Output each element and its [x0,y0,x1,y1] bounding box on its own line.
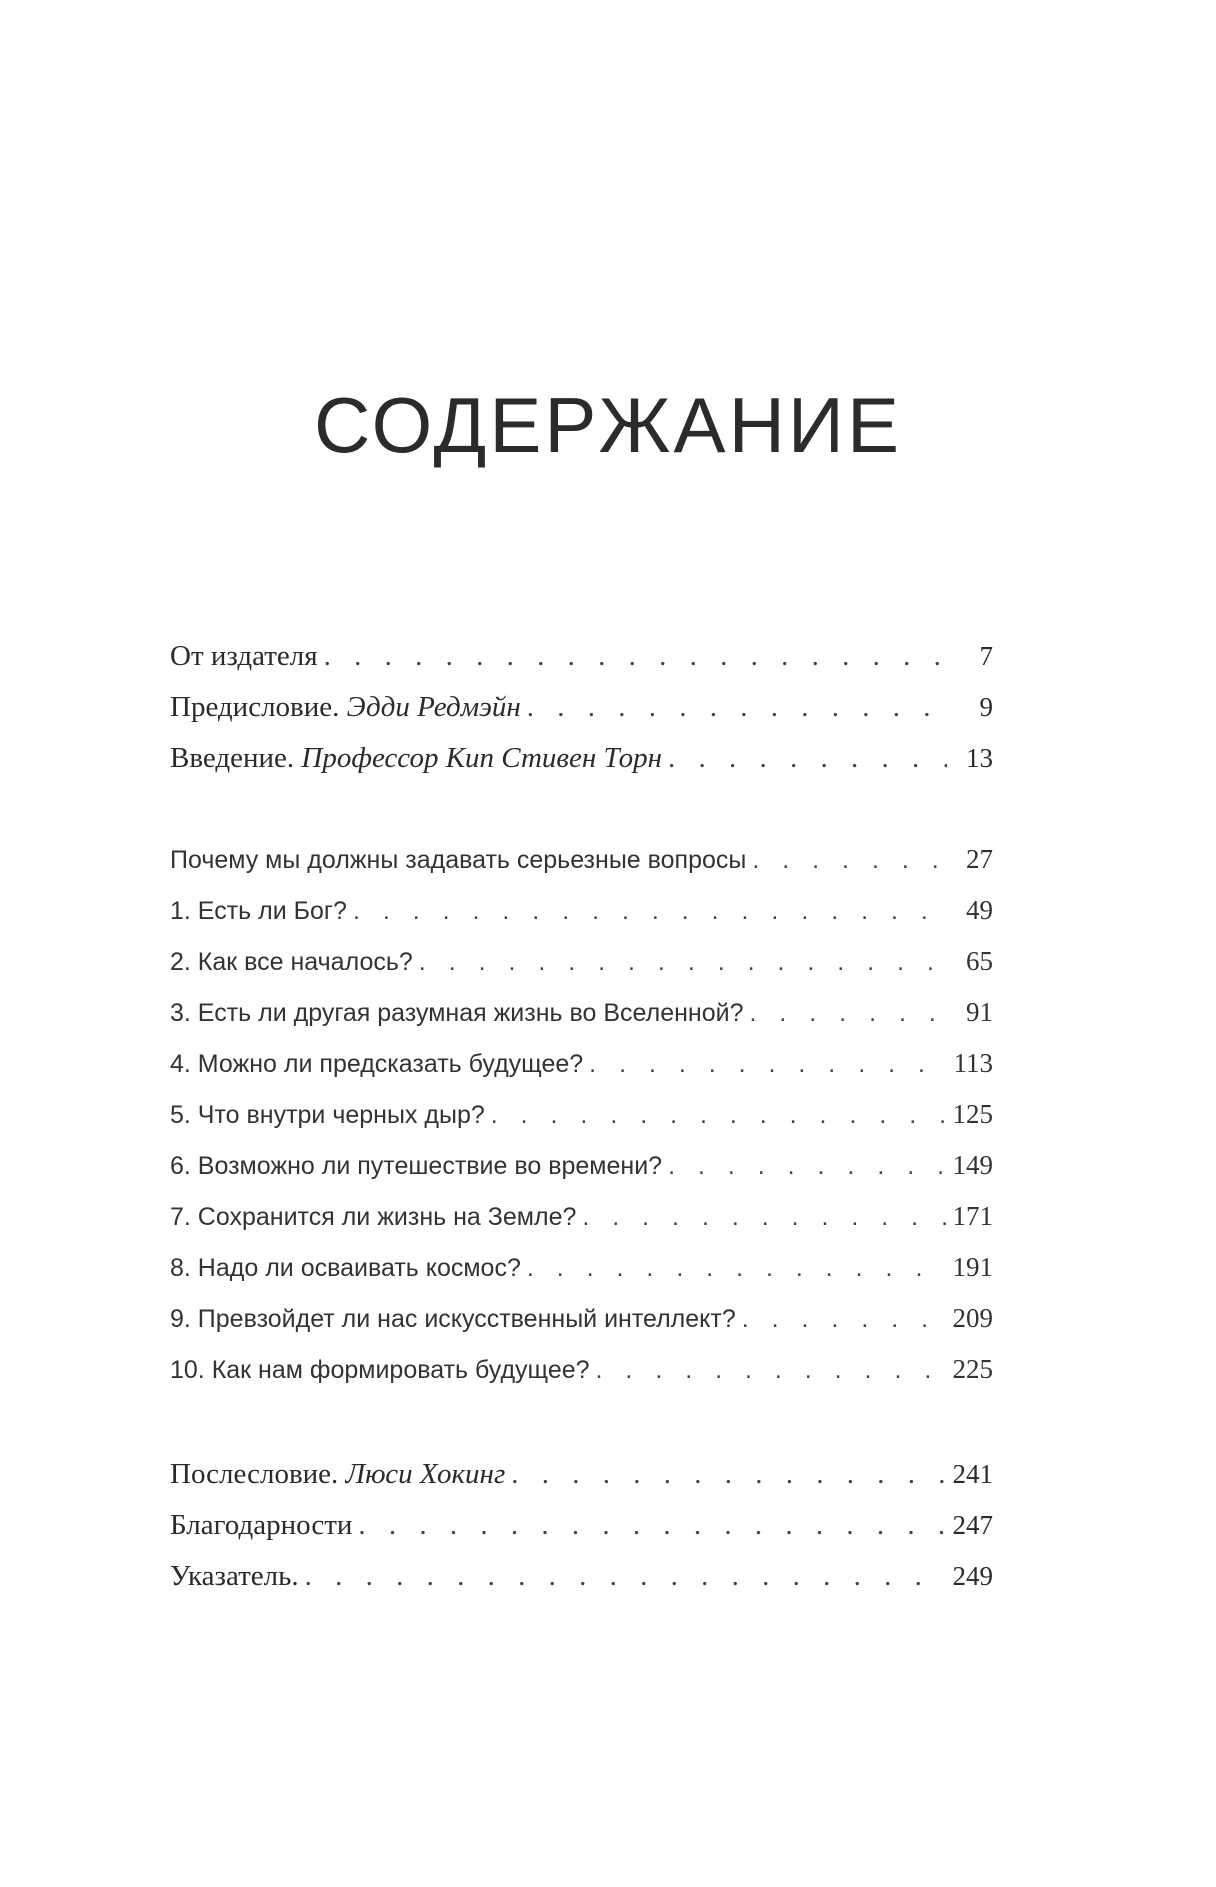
toc-entry[interactable] [170,691,993,735]
toc-chapter[interactable] [170,1303,993,1347]
toc-entry[interactable] [170,1509,993,1553]
toc-page-number: 209 [952,1303,993,1333]
toc-chapter[interactable] [170,1354,993,1398]
dot-leader [668,1152,946,1181]
dot-leader [358,1509,946,1542]
dot-leader [752,846,947,875]
toc-chapter-label: 4. Можно ли предсказать будущее? [170,1050,584,1078]
toc-chapter[interactable] [170,946,993,990]
dot-leader [668,742,947,775]
toc-entry-author: Профессор Кип Стивен Торн [301,742,662,774]
toc-chapter[interactable] [170,844,993,888]
toc-page-number: 249 [952,1561,993,1591]
toc-chapter[interactable] [170,895,993,939]
toc-entry[interactable] [170,1458,993,1502]
toc-entry-label: Благодарности [170,1509,353,1541]
dot-leader [305,1560,947,1593]
toc-page-number: 125 [952,1099,993,1129]
dot-leader [491,1101,947,1130]
toc-entry[interactable] [170,640,993,684]
toc-page-number: 241 [952,1459,993,1489]
toc-page-number: 171 [952,1201,993,1231]
toc-chapter[interactable] [170,1201,993,1245]
toc-chapter[interactable] [170,1252,993,1296]
toc-chapter-label: Почему мы должны задавать серьезные вопросы [170,846,747,874]
toc-chapter-label: 6. Возможно ли путешествие во времени? [170,1152,663,1180]
toc-page-number: 9 [979,692,993,722]
toc-page-number: 65 [966,946,993,976]
page-title: СОДЕРЖАНИЕ [313,381,903,469]
dot-leader [596,1356,947,1385]
dot-leader [511,1458,946,1491]
toc-page-number: 91 [966,997,993,1027]
dot-leader [750,999,948,1028]
toc-page-number: 247 [952,1510,993,1540]
toc-chapter-label: 7. Сохранится ли жизнь на Земле? [170,1203,577,1231]
toc-chapter[interactable] [170,1048,993,1092]
toc-page-number: 7 [979,641,993,671]
toc-page-number: 149 [952,1150,993,1180]
toc-chapter-label: 3. Есть ли другая разумная жизнь во Вселенной? [170,999,744,1027]
toc-chapter[interactable] [170,1099,993,1143]
dot-leader [324,640,947,673]
toc-entry-author: Эдди Редмэйн [346,691,521,723]
toc-page-number: 27 [966,844,993,874]
toc-chapter-label: 8. Надо ли осваивать космос? [170,1254,521,1282]
toc-chapter-label: 5. Что внутри черных дыр? [170,1101,485,1129]
toc-entry-label: От издателя [170,640,318,672]
toc-page-number: 113 [953,1048,993,1078]
toc-page-number: 191 [952,1252,993,1282]
toc-entry-label: Послесловие. Люси Хокинг [170,1458,506,1490]
dot-leader [742,1305,947,1334]
toc-entry[interactable] [170,742,993,786]
toc-chapter-label: 2. Как все началось? [170,948,413,976]
toc-page-number: 225 [952,1354,993,1384]
toc-entry-author: Люси Хокинг [345,1458,506,1490]
dot-leader [589,1050,947,1079]
toc-entry-label: Введение. Профессор Кип Стивен Торн [170,742,662,774]
dot-leader [582,1203,946,1232]
toc-chapter[interactable] [170,1150,993,1194]
toc-page-number: 13 [966,743,993,773]
toc-entry-label: Предисловие. Эдди Редмэйн [170,691,521,723]
dot-leader [419,948,947,977]
toc-chapter-label: 1. Есть ли Бог? [170,897,347,925]
dot-leader [527,691,947,724]
toc-entry-label: Указатель. [170,1560,299,1592]
toc-chapter[interactable] [170,997,993,1041]
dot-leader [353,897,947,926]
toc-chapter-label: 9. Превзойдет ли нас искусственный интеллект? [170,1305,736,1333]
toc-entry[interactable] [170,1560,993,1604]
dot-leader [527,1254,947,1283]
toc-page-number: 49 [966,895,993,925]
toc-chapter-label: 10. Как нам формировать будущее? [170,1356,590,1384]
